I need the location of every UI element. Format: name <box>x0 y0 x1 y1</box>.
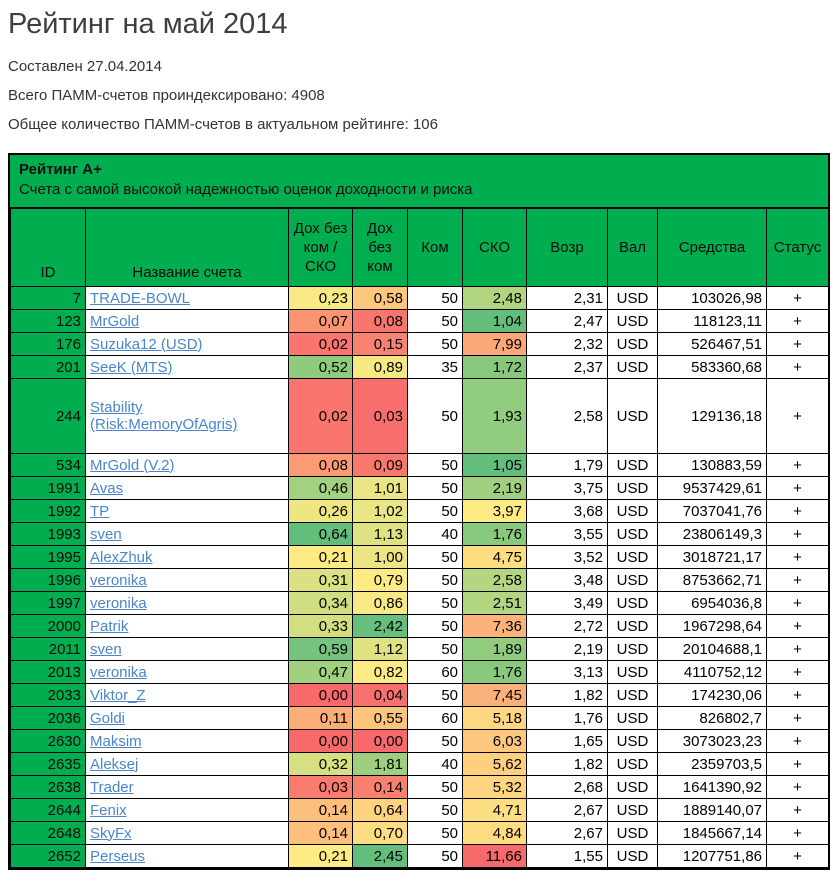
sko-cell: 1,89 <box>463 638 527 661</box>
column-header-kom: Ком <box>408 209 463 287</box>
account-link[interactable]: MrGold (V.2) <box>90 456 175 474</box>
account-id-cell: 244 <box>11 379 86 454</box>
account-link[interactable]: Suzuka12 (USD) <box>90 335 203 353</box>
account-name-cell <box>86 592 289 615</box>
doh-per-sko-cell: 0,31 <box>289 569 353 592</box>
val-cell: USD <box>608 615 658 638</box>
doh-per-sko-cell: 0,33 <box>289 615 353 638</box>
sredstva-cell: 1207751,86 <box>658 845 767 868</box>
status-cell: + <box>767 500 829 523</box>
val-cell: USD <box>608 287 658 310</box>
sko-cell: 5,62 <box>463 753 527 776</box>
val-cell: USD <box>608 845 658 868</box>
vozr-cell: 3,52 <box>527 546 608 569</box>
sko-cell: 1,05 <box>463 454 527 477</box>
kom-cell: 50 <box>408 684 463 707</box>
sko-cell: 7,45 <box>463 684 527 707</box>
table-row <box>11 845 829 868</box>
sredstva-cell: 3073023,23 <box>658 730 767 753</box>
account-id-cell: 2013 <box>11 661 86 684</box>
sredstva-cell: 20104688,1 <box>658 638 767 661</box>
doh-per-sko-cell: 0,02 <box>289 333 353 356</box>
sko-cell: 7,99 <box>463 333 527 356</box>
vozr-cell: 3,75 <box>527 477 608 500</box>
table-row <box>11 638 829 661</box>
account-link[interactable]: TP <box>90 502 110 520</box>
vozr-cell: 3,49 <box>527 592 608 615</box>
val-cell: USD <box>608 799 658 822</box>
val-cell: USD <box>608 707 658 730</box>
val-cell: USD <box>608 592 658 615</box>
sredstva-cell: 118123,11 <box>658 310 767 333</box>
account-link[interactable]: Viktor_Z <box>90 686 146 704</box>
sko-cell: 1,76 <box>463 661 527 684</box>
account-link[interactable]: sven <box>90 525 122 543</box>
account-name-cell <box>86 776 289 799</box>
account-link[interactable]: AlexZhuk <box>90 548 153 566</box>
doh-cell: 0,86 <box>353 592 408 615</box>
account-link[interactable]: sven <box>90 640 122 658</box>
doh-per-sko-cell: 0,11 <box>289 707 353 730</box>
rating-subheading: Счета с самой высокой надежностью оценок доходности и риска <box>19 181 473 198</box>
val-cell: USD <box>608 454 658 477</box>
status-cell: + <box>767 454 829 477</box>
kom-cell: 50 <box>408 500 463 523</box>
meta-total-indexed: Всего ПАММ-счетов проиндексировано: 4908 <box>8 87 325 104</box>
doh-cell: 0,79 <box>353 569 408 592</box>
meta-compiled-date: Составлен 27.04.2014 <box>8 58 162 75</box>
account-link[interactable]: Maksim <box>90 732 142 750</box>
doh-per-sko-cell: 0,59 <box>289 638 353 661</box>
doh-per-sko-cell: 0,02 <box>289 379 353 454</box>
vozr-cell: 2,19 <box>527 638 608 661</box>
table-row <box>11 356 829 379</box>
val-cell: USD <box>608 822 658 845</box>
kom-cell: 35 <box>408 356 463 379</box>
doh-cell: 0,82 <box>353 661 408 684</box>
table-row <box>11 799 829 822</box>
val-cell: USD <box>608 546 658 569</box>
account-id-cell: 2033 <box>11 684 86 707</box>
kom-cell: 50 <box>408 379 463 454</box>
column-header-status: Статус <box>767 209 829 287</box>
val-cell: USD <box>608 730 658 753</box>
sredstva-cell: 2359703,5 <box>658 753 767 776</box>
table-row <box>11 707 829 730</box>
vozr-cell: 1,79 <box>527 454 608 477</box>
status-cell: + <box>767 546 829 569</box>
vozr-cell: 2,67 <box>527 822 608 845</box>
account-name-cell <box>86 753 289 776</box>
sredstva-cell: 1889140,07 <box>658 799 767 822</box>
doh-cell: 0,15 <box>353 333 408 356</box>
doh-cell: 1,12 <box>353 638 408 661</box>
doh-cell: 0,58 <box>353 287 408 310</box>
table-row <box>11 454 829 477</box>
val-cell: USD <box>608 776 658 799</box>
kom-cell: 50 <box>408 730 463 753</box>
column-header-id: ID <box>11 209 86 287</box>
status-cell: + <box>767 356 829 379</box>
kom-cell: 50 <box>408 333 463 356</box>
sredstva-cell: 103026,98 <box>658 287 767 310</box>
table-row <box>11 615 829 638</box>
kom-cell: 50 <box>408 569 463 592</box>
table-row <box>11 546 829 569</box>
status-cell: + <box>767 776 829 799</box>
kom-cell: 50 <box>408 799 463 822</box>
account-name-cell <box>86 684 289 707</box>
sredstva-cell: 4110752,12 <box>658 661 767 684</box>
doh-cell: 2,45 <box>353 845 408 868</box>
kom-cell: 60 <box>408 707 463 730</box>
account-name-cell <box>86 615 289 638</box>
account-id-cell: 1995 <box>11 546 86 569</box>
account-id-cell: 176 <box>11 333 86 356</box>
account-link[interactable]: Perseus <box>90 847 146 865</box>
val-cell: USD <box>608 523 658 546</box>
doh-per-sko-cell: 0,34 <box>289 592 353 615</box>
account-link[interactable]: Goldi <box>90 709 126 727</box>
kom-cell: 50 <box>408 638 463 661</box>
account-id-cell: 1996 <box>11 569 86 592</box>
vozr-cell: 2,68 <box>527 776 608 799</box>
column-header-doh: Дох без ком <box>353 209 408 287</box>
doh-cell: 1,81 <box>353 753 408 776</box>
vozr-cell: 3,13 <box>527 661 608 684</box>
account-link[interactable]: veronika <box>90 663 147 681</box>
sko-cell: 7,36 <box>463 615 527 638</box>
val-cell: USD <box>608 333 658 356</box>
val-cell: USD <box>608 661 658 684</box>
sredstva-cell: 23806149,3 <box>658 523 767 546</box>
sko-cell: 2,19 <box>463 477 527 500</box>
doh-per-sko-cell: 0,00 <box>289 684 353 707</box>
table-row <box>11 569 829 592</box>
account-name-cell <box>86 569 289 592</box>
meta-block <box>8 58 830 133</box>
status-cell: + <box>767 707 829 730</box>
table-row <box>11 730 829 753</box>
account-id-cell: 2635 <box>11 753 86 776</box>
account-link[interactable]: veronika <box>90 571 147 589</box>
sredstva-cell: 826802,7 <box>658 707 767 730</box>
doh-per-sko-cell: 0,00 <box>289 730 353 753</box>
val-cell: USD <box>608 500 658 523</box>
table-row <box>11 822 829 845</box>
status-cell: + <box>767 569 829 592</box>
account-link[interactable]: Fenix <box>90 801 127 819</box>
sko-cell: 1,72 <box>463 356 527 379</box>
table-row <box>11 287 829 310</box>
table-row <box>11 333 829 356</box>
sredstva-cell: 3018721,17 <box>658 546 767 569</box>
doh-per-sko-cell: 0,21 <box>289 546 353 569</box>
sko-cell: 4,71 <box>463 799 527 822</box>
vozr-cell: 2,72 <box>527 615 608 638</box>
account-id-cell: 2000 <box>11 615 86 638</box>
sko-cell: 1,04 <box>463 310 527 333</box>
account-name-cell <box>86 661 289 684</box>
val-cell: USD <box>608 477 658 500</box>
account-name-cell <box>86 477 289 500</box>
table-row <box>11 523 829 546</box>
account-id-cell: 1992 <box>11 500 86 523</box>
kom-cell: 60 <box>408 661 463 684</box>
val-cell: USD <box>608 684 658 707</box>
account-id-cell: 123 <box>11 310 86 333</box>
val-cell: USD <box>608 356 658 379</box>
sko-cell: 5,32 <box>463 776 527 799</box>
status-cell: + <box>767 753 829 776</box>
kom-cell: 50 <box>408 776 463 799</box>
column-header-sko: СКО <box>463 209 527 287</box>
table-row <box>11 477 829 500</box>
kom-cell: 40 <box>408 753 463 776</box>
val-cell: USD <box>608 638 658 661</box>
account-name-cell <box>86 707 289 730</box>
sko-cell: 2,58 <box>463 569 527 592</box>
vozr-cell: 2,47 <box>527 310 608 333</box>
sko-cell: 4,75 <box>463 546 527 569</box>
account-name-cell <box>86 379 289 454</box>
doh-cell: 0,70 <box>353 822 408 845</box>
sko-cell: 11,66 <box>463 845 527 868</box>
vozr-cell: 1,76 <box>527 707 608 730</box>
account-name-cell <box>86 500 289 523</box>
status-cell: + <box>767 845 829 868</box>
account-link[interactable]: Patrik <box>90 617 129 635</box>
doh-per-sko-cell: 0,14 <box>289 799 353 822</box>
status-cell: + <box>767 523 829 546</box>
account-name-cell <box>86 333 289 356</box>
rating-block <box>8 153 830 870</box>
table-row <box>11 753 829 776</box>
kom-cell: 50 <box>408 592 463 615</box>
sredstva-cell: 526467,51 <box>658 333 767 356</box>
account-link[interactable]: SkyFx <box>90 824 132 842</box>
doh-per-sko-cell: 0,32 <box>289 753 353 776</box>
column-header-name: Название счета <box>86 209 289 287</box>
rating-heading: Рейтинг A+ <box>19 161 102 178</box>
account-name-cell <box>86 454 289 477</box>
doh-cell: 0,03 <box>353 379 408 454</box>
status-cell: + <box>767 379 829 454</box>
column-header-val: Вал <box>608 209 658 287</box>
account-id-cell: 534 <box>11 454 86 477</box>
column-header-sredstva: Средства <box>658 209 767 287</box>
account-id-cell: 2011 <box>11 638 86 661</box>
kom-cell: 50 <box>408 287 463 310</box>
status-cell: + <box>767 730 829 753</box>
doh-cell: 0,14 <box>353 776 408 799</box>
rating-table <box>10 208 829 868</box>
vozr-cell: 2,32 <box>527 333 608 356</box>
account-name-cell <box>86 638 289 661</box>
doh-per-sko-cell: 0,52 <box>289 356 353 379</box>
vozr-cell: 3,55 <box>527 523 608 546</box>
account-name-cell <box>86 845 289 868</box>
vozr-cell: 1,55 <box>527 845 608 868</box>
account-name-cell <box>86 310 289 333</box>
account-id-cell: 2036 <box>11 707 86 730</box>
column-header-vozr: Возр <box>527 209 608 287</box>
doh-cell: 0,04 <box>353 684 408 707</box>
account-id-cell: 1993 <box>11 523 86 546</box>
table-row <box>11 684 829 707</box>
doh-per-sko-cell: 0,47 <box>289 661 353 684</box>
doh-per-sko-cell: 0,64 <box>289 523 353 546</box>
status-cell: + <box>767 684 829 707</box>
vozr-cell: 3,68 <box>527 500 608 523</box>
status-cell: + <box>767 592 829 615</box>
sredstva-cell: 9537429,61 <box>658 477 767 500</box>
sko-cell: 2,51 <box>463 592 527 615</box>
account-id-cell: 1991 <box>11 477 86 500</box>
doh-cell: 1,02 <box>353 500 408 523</box>
account-id-cell: 2638 <box>11 776 86 799</box>
val-cell: USD <box>608 310 658 333</box>
account-id-cell: 1997 <box>11 592 86 615</box>
sko-cell: 5,18 <box>463 707 527 730</box>
sredstva-cell: 1641390,92 <box>658 776 767 799</box>
sredstva-cell: 130883,59 <box>658 454 767 477</box>
status-cell: + <box>767 661 829 684</box>
status-cell: + <box>767 638 829 661</box>
doh-cell: 1,00 <box>353 546 408 569</box>
kom-cell: 50 <box>408 845 463 868</box>
doh-cell: 0,00 <box>353 730 408 753</box>
kom-cell: 40 <box>408 523 463 546</box>
doh-cell: 0,89 <box>353 356 408 379</box>
vozr-cell: 1,82 <box>527 684 608 707</box>
table-row <box>11 379 829 454</box>
kom-cell: 50 <box>408 822 463 845</box>
vozr-cell: 2,31 <box>527 287 608 310</box>
sredstva-cell: 6954036,8 <box>658 592 767 615</box>
table-row <box>11 310 829 333</box>
account-link[interactable]: MrGold <box>90 312 140 330</box>
status-cell: + <box>767 310 829 333</box>
status-cell: + <box>767 333 829 356</box>
kom-cell: 50 <box>408 615 463 638</box>
account-id-cell: 2630 <box>11 730 86 753</box>
val-cell: USD <box>608 569 658 592</box>
table-row <box>11 500 829 523</box>
doh-per-sko-cell: 0,07 <box>289 310 353 333</box>
column-header-doh-sko: Дох без ком / СКО <box>289 209 353 287</box>
account-link[interactable]: Aleksej <box>90 755 139 773</box>
status-cell: + <box>767 615 829 638</box>
account-name-cell <box>86 287 289 310</box>
doh-per-sko-cell: 0,23 <box>289 287 353 310</box>
status-cell: + <box>767 799 829 822</box>
sredstva-cell: 7037041,76 <box>658 500 767 523</box>
status-cell: + <box>767 477 829 500</box>
sredstva-cell: 583360,68 <box>658 356 767 379</box>
val-cell: USD <box>608 379 658 454</box>
account-name-cell <box>86 799 289 822</box>
account-link[interactable]: SeeK (MTS) <box>90 358 173 376</box>
vozr-cell: 2,58 <box>527 379 608 454</box>
table-row <box>11 776 829 799</box>
account-id-cell: 2652 <box>11 845 86 868</box>
page-title: Рейтинг на май 2014 <box>8 8 288 40</box>
sko-cell: 1,93 <box>463 379 527 454</box>
vozr-cell: 1,82 <box>527 753 608 776</box>
val-cell: USD <box>608 753 658 776</box>
vozr-cell: 2,67 <box>527 799 608 822</box>
sko-cell: 1,76 <box>463 523 527 546</box>
account-link[interactable]: Stability (Risk:MemoryOfAgris) <box>90 399 238 433</box>
sredstva-cell: 1845667,14 <box>658 822 767 845</box>
vozr-cell: 2,37 <box>527 356 608 379</box>
account-name-cell <box>86 730 289 753</box>
doh-per-sko-cell: 0,46 <box>289 477 353 500</box>
kom-cell: 50 <box>408 477 463 500</box>
header-row <box>11 209 829 287</box>
doh-cell: 0,08 <box>353 310 408 333</box>
account-name-cell <box>86 523 289 546</box>
doh-cell: 0,55 <box>353 707 408 730</box>
account-name-cell <box>86 356 289 379</box>
account-id-cell: 201 <box>11 356 86 379</box>
doh-cell: 2,42 <box>353 615 408 638</box>
status-cell: + <box>767 822 829 845</box>
doh-per-sko-cell: 0,08 <box>289 454 353 477</box>
doh-cell: 1,13 <box>353 523 408 546</box>
sredstva-cell: 174230,06 <box>658 684 767 707</box>
vozr-cell: 3,48 <box>527 569 608 592</box>
vozr-cell: 1,65 <box>527 730 608 753</box>
account-name-cell <box>86 822 289 845</box>
kom-cell: 50 <box>408 310 463 333</box>
sko-cell: 4,84 <box>463 822 527 845</box>
account-link[interactable]: veronika <box>90 594 147 612</box>
rating-banner <box>10 155 828 208</box>
doh-per-sko-cell: 0,21 <box>289 845 353 868</box>
doh-per-sko-cell: 0,03 <box>289 776 353 799</box>
kom-cell: 50 <box>408 454 463 477</box>
sredstva-cell: 129136,18 <box>658 379 767 454</box>
account-name-cell <box>86 546 289 569</box>
doh-per-sko-cell: 0,26 <box>289 500 353 523</box>
status-cell: + <box>767 287 829 310</box>
sko-cell: 6,03 <box>463 730 527 753</box>
doh-cell: 1,01 <box>353 477 408 500</box>
doh-cell: 0,09 <box>353 454 408 477</box>
account-id-cell: 2648 <box>11 822 86 845</box>
account-link[interactable]: TRADE-BOWL <box>90 289 191 307</box>
meta-total-in-rating: Общее количество ПАММ-счетов в актуальном рейтинге: 106 <box>8 116 438 133</box>
table-row <box>11 661 829 684</box>
sredstva-cell: 1967298,64 <box>658 615 767 638</box>
account-id-cell: 2644 <box>11 799 86 822</box>
table-row <box>11 592 829 615</box>
sredstva-cell: 8753662,71 <box>658 569 767 592</box>
account-link[interactable]: Trader <box>90 778 134 796</box>
doh-cell: 0,64 <box>353 799 408 822</box>
sko-cell: 3,97 <box>463 500 527 523</box>
sko-cell: 2,48 <box>463 287 527 310</box>
doh-per-sko-cell: 0,14 <box>289 822 353 845</box>
account-id-cell: 7 <box>11 287 86 310</box>
kom-cell: 50 <box>408 546 463 569</box>
account-link[interactable]: Avas <box>90 479 124 497</box>
